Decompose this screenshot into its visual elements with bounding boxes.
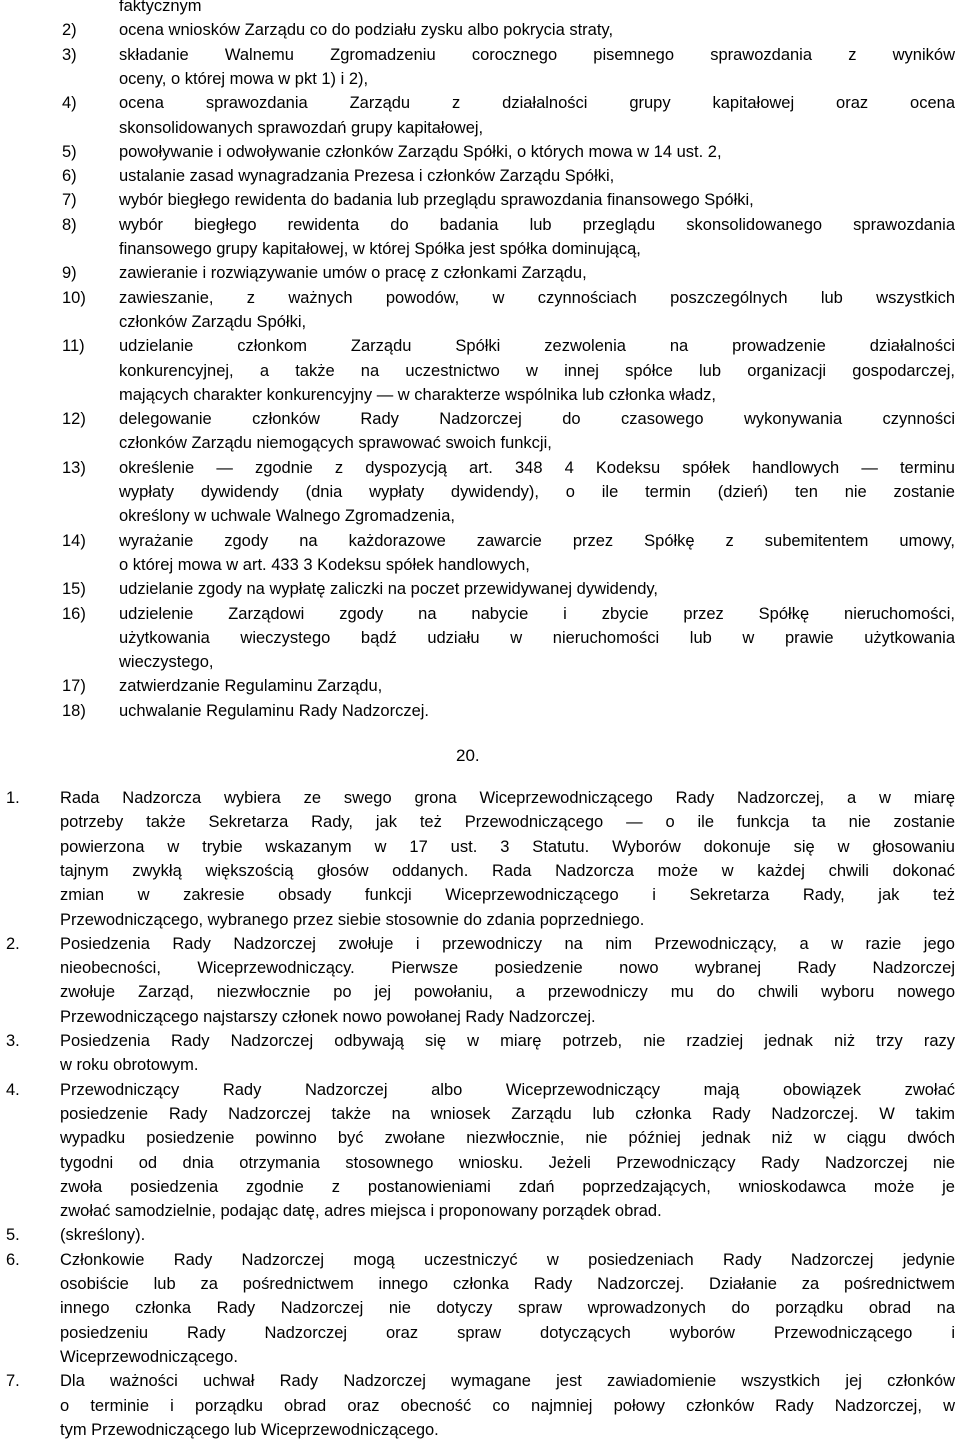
item-number: 12) bbox=[62, 410, 86, 429]
item-number: 5. bbox=[6, 1226, 20, 1245]
item-number: 10) bbox=[62, 288, 86, 307]
item-text-line: powoływanie i odwoływanie członków Zarządu Spółki, o których mowa w 14 ust. 2, bbox=[119, 142, 722, 161]
item-number: 1. bbox=[6, 789, 20, 807]
section-heading: 20. bbox=[456, 746, 480, 765]
item-text-line: składanie Walnemu Zgromadzeniu corocznego pisemnego sprawozdania z wyników bbox=[119, 45, 955, 64]
item-text-line: nieobecności, Wiceprzewodniczący. Pierwsze posiedzenie nowo wybranej Rady Nadzorczej bbox=[60, 959, 955, 978]
item-number: 14) bbox=[62, 531, 86, 550]
item-number: 6) bbox=[62, 167, 77, 186]
item-text-line: oceny, o której mowa w pkt 1) i 2), bbox=[119, 69, 369, 88]
item-number: 3. bbox=[6, 1032, 20, 1050]
item-text-line: (skreślony). bbox=[60, 1226, 146, 1245]
item-text-line: ustalanie zasad wynagradzania Prezesa i członków Zarządu Spółki, bbox=[119, 167, 615, 186]
item-text-line: Przewodniczącego, wybranego przez siebie stosownie do zdania poprzedniego. bbox=[60, 910, 645, 929]
item-text-line: potrzeby także Sekretarza Rady, jak też Przewodniczącego — o ile funkcja ta nie zostanie bbox=[60, 813, 955, 832]
item-text-line: Przewodniczący Rady Nadzorczej albo Wiceprzewodniczący mają obowiązek zwołać bbox=[60, 1080, 955, 1099]
item-text-line: członków Zarządu Spółki, bbox=[119, 312, 307, 331]
item-text-line: mających charakter konkurencyjny — w charakterze wspólnika lub członka władz, bbox=[119, 385, 717, 404]
item-text-line: o której mowa w art. 433 3 Kodeksu spółek handlowych, bbox=[119, 555, 530, 574]
item-text-line: zwołać samodzielnie, podając datę, adres miejsca i proponowany porządek obrad. bbox=[60, 1202, 662, 1221]
item-text-line: Członkowie Rady Nadzorczej mogą uczestniczyć w posiedzeniach Rady Nadzorczej jedynie bbox=[60, 1250, 955, 1269]
item-number: 3) bbox=[62, 45, 77, 64]
item-text-line: posiedzenie Rady Nadzorczej także na wniosek Zarządu lub członka Rady Nadzorczej. W takim bbox=[60, 1104, 955, 1123]
item-number: 13) bbox=[62, 458, 86, 477]
item-text-line: w roku obrotowym. bbox=[60, 1056, 199, 1075]
item-text-line: delegowanie członków Rady Nadzorczej do czasowego wykonywania czynności bbox=[119, 410, 955, 429]
item-number: 2) bbox=[62, 21, 77, 40]
item-text-line: Przewodniczącego najstarszy członek nowo powołanej Rady Nadzorczej. bbox=[60, 1007, 596, 1026]
item-text-line: skonsolidowanych sprawozdań grupy kapitałowej, bbox=[119, 118, 484, 137]
item-number: 17) bbox=[62, 677, 86, 696]
item-number: 7) bbox=[62, 191, 77, 210]
item-text-line: określony w uchwale Walnego Zgromadzenia, bbox=[119, 507, 455, 526]
item-text-line: ocena sprawozdania Zarządu z działalności grupy kapitałowej oraz ocena bbox=[119, 94, 955, 113]
item-number: 5) bbox=[62, 142, 77, 161]
item-text-line: Posiedzenia Rady Nadzorczej zwołuje i przewodniczy na nim Przewodniczący, a w razie jego bbox=[60, 934, 955, 953]
item-text-line: udzielanie zgody na wypłatę zaliczki na poczet przewidywanej dywidendy, bbox=[119, 580, 658, 599]
item-text-line: zatwierdzanie Regulaminu Zarządu, bbox=[119, 677, 383, 696]
item-number: 18) bbox=[62, 701, 86, 720]
item-number: 16) bbox=[62, 604, 86, 623]
item-number: 15) bbox=[62, 580, 86, 599]
item-text-line: ocena wniosków Zarządu co do podziału zysku albo pokrycia straty, bbox=[119, 21, 614, 40]
item-text-line: faktycznym bbox=[119, 0, 202, 15]
item-text-line: powierzona w trybie wskazanym w 17 ust. 3 Statutu. Wyborów dokonuje się w głosowaniu bbox=[60, 837, 955, 856]
item-text-line: innego członka Rady Nadzorczej nie dotyczy spraw wprowadzonych do porządku obrad na bbox=[60, 1299, 955, 1318]
item-text-line: osobiście lub za pośrednictwem innego członka Rady Nadzorczej. Działanie za pośrednictwem bbox=[60, 1275, 955, 1293]
item-text-line: wybór biegłego rewidenta do badania lub przeglądu sprawozdania finansowego Spółki, bbox=[119, 191, 754, 210]
item-text-line: finansowego grupy kapitałowej, w której Spółka jest spółka dominującą, bbox=[119, 240, 641, 258]
item-text-line: członków Zarządu niemogących sprawować swoich funkcji, bbox=[119, 434, 552, 453]
item-number: 8) bbox=[62, 215, 77, 234]
item-text-line: zwoła posiedzenia zgodnie z postanowieniami zdań poprzedzających, wnioskodawca może je bbox=[60, 1177, 955, 1196]
item-number: 4. bbox=[6, 1080, 20, 1099]
item-text-line: uchwalanie Regulaminu Rady Nadzorczej. bbox=[119, 701, 429, 720]
item-number: 7. bbox=[6, 1372, 20, 1391]
item-text-line: Rada Nadzorcza wybiera ze swego grona Wiceprzewodniczącego Rady Nadzorczej, a w miarę bbox=[60, 789, 955, 807]
item-text-line: o terminie i porządku obrad oraz obecność co najmniej połowy członków Rady Nadzorczej, w bbox=[60, 1396, 955, 1415]
item-text-line: wybór biegłego rewidenta do badania lub przeglądu skonsolidowanego sprawozdania bbox=[119, 215, 955, 234]
item-number: 6. bbox=[6, 1250, 20, 1269]
item-text-line: wypłaty dywidendy (dnia wypłaty dywidendy), o ile termin (dzień) ten nie zostanie bbox=[119, 483, 955, 501]
item-text-line: Dla ważności uchwał Rady Nadzorczej wymagane jest zawiadomienie wszystkich jej członków bbox=[60, 1372, 955, 1391]
item-number: 4) bbox=[62, 94, 77, 113]
item-number: 11) bbox=[62, 337, 85, 356]
item-text-line: udzielanie członkom Zarządu Spółki zezwolenia na prowadzenie działalności bbox=[119, 337, 955, 356]
item-number: 9) bbox=[62, 264, 77, 283]
item-text-line: wieczystego, bbox=[119, 653, 214, 672]
item-text-line: tajnym zwykłą większością głosów oddanych. Rada Nadzorcza może w każdej chwili dokonać bbox=[60, 861, 955, 880]
item-number: 2. bbox=[6, 934, 20, 953]
item-text-line: zawieszanie, z ważnych powodów, w czynnościach poszczególnych lub wszystkich bbox=[119, 288, 955, 307]
item-text-line: udzielenie Zarządowi zgody na nabycie i zbycie przez Spółkę nieruchomości, bbox=[119, 604, 955, 623]
item-text-line: określenie — zgodnie z dyspozycją art. 348 4 Kodeksu spółek handlowych — terminu bbox=[119, 458, 955, 477]
item-text-line: Posiedzenia Rady Nadzorczej odbywają się w miarę potrzeb, nie rzadziej jednak niż trzy razy bbox=[60, 1032, 955, 1050]
item-text-line: zawieranie i rozwiązywanie umów o pracę z członkami Zarządu, bbox=[119, 264, 587, 283]
item-text-line: zwołuje Zarząd, niezwłocznie po jej powołaniu, a przewodniczy mu do chwili wyboru nowego bbox=[60, 983, 955, 1002]
item-text-line: konkurencyjnej, a także na uczestnictwo w innej spółce lub organizacji gospodarczej, bbox=[119, 361, 955, 380]
item-text-line: wypadku posiedzenie powinno być zwołane niezwłocznie, nie później jednak niż w ciągu dwóch bbox=[60, 1129, 955, 1148]
item-text-line: Wiceprzewodniczącego. bbox=[60, 1347, 238, 1366]
item-text-line: zmian w zakresie obsady funkcji Wiceprzewodniczącego i Sekretarza Rady, jak też bbox=[60, 886, 955, 905]
item-text-line: wyrażanie zgody na każdorazowe zawarcie przez Spółkę z subemitentem umowy, bbox=[119, 531, 955, 550]
item-text-line: tym Przewodniczącego lub Wiceprzewodniczącego. bbox=[60, 1420, 439, 1439]
item-text-line: posiedzeniu Rady Nadzorczej oraz spraw dotyczących wyborów Przewodniczącego i bbox=[60, 1323, 955, 1342]
item-text-line: tygodni od dnia otrzymania stosownego wniosku. Jeżeli Przewodniczący Rady Nadzorczej nie bbox=[60, 1153, 955, 1172]
item-text-line: użytkowania wieczystego bądź udziału w nieruchomości lub w prawie użytkowania bbox=[119, 628, 955, 647]
